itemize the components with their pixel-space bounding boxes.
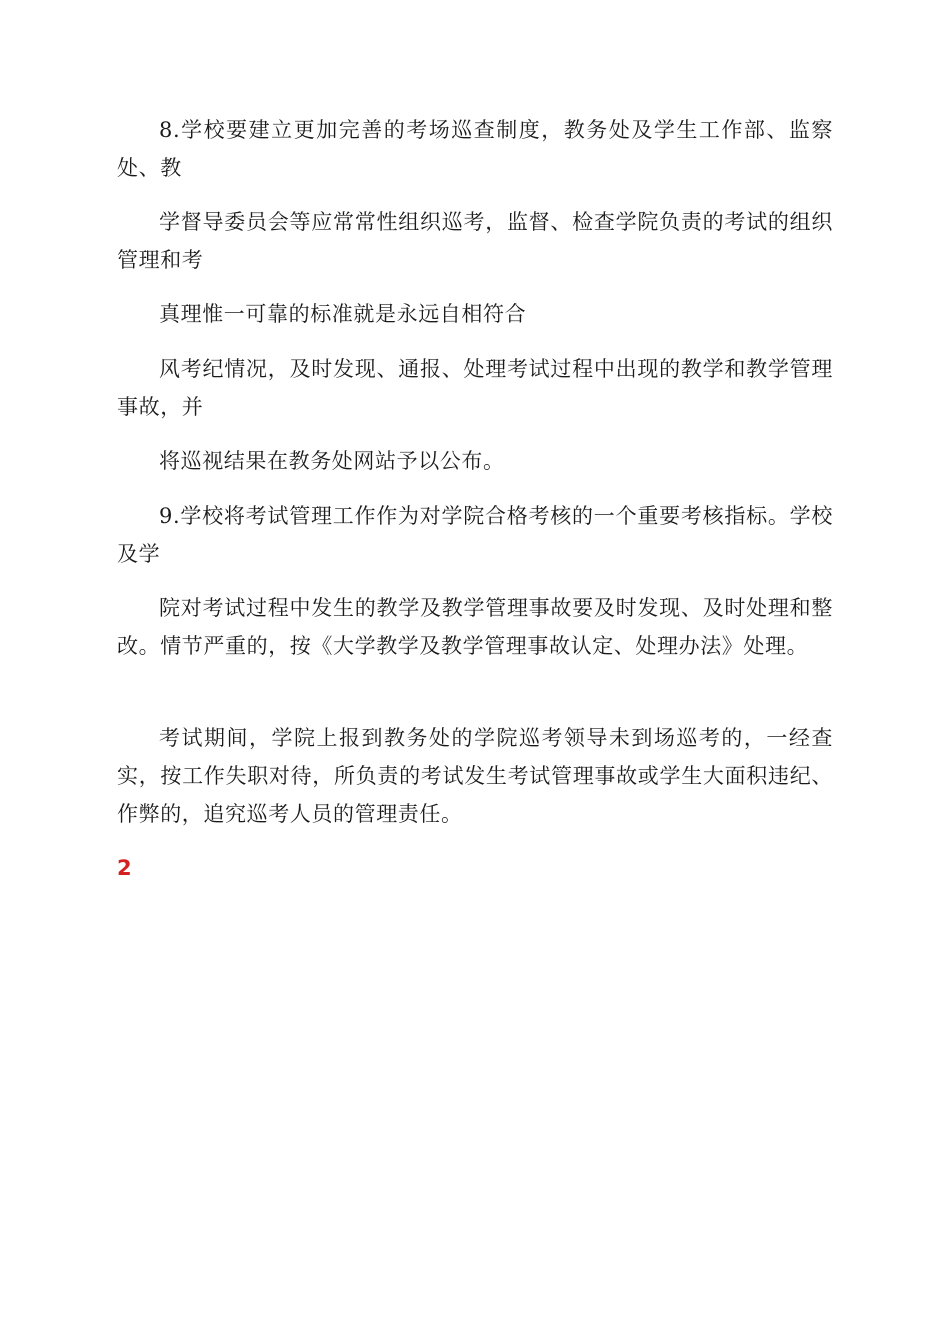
paragraph-8: 考试期间，学院上报到教务处的学院巡考领导未到场巡考的，一经查实，按工作失职对待，所负责的考试发生考试管理事故或学生大面积违纪、作弊的，追究巡考人员的管理责任。	[117, 726, 833, 826]
paragraph-1: 8.学校要建立更加完善的考场巡查制度，教务处及学生工作部、监察处、教	[117, 118, 833, 180]
paragraph-5: 将巡视结果在教务处网站予以公布。	[159, 449, 505, 473]
paragraph-7: 院对考试过程中发生的教学及教学管理事故要及时发现、及时处理和整改。情节严重的，按《大学教学及教学管理事故认定、处理办法》处理。	[117, 596, 833, 658]
page-number: 2	[117, 856, 132, 880]
paragraph-2: 学督导委员会等应常常性组织巡考，监督、检查学院负责的考试的组织管理和考	[117, 210, 833, 272]
paragraph-6: 9.学校将考试管理工作作为对学院合格考核的一个重要考核指标。学校及学	[117, 504, 833, 566]
paragraph-3: 真理惟一可靠的标准就是永远自相符合	[159, 302, 527, 326]
paragraph-4: 风考纪情况，及时发现、通报、处理考试过程中出现的教学和教学管理事故，并	[117, 357, 833, 419]
